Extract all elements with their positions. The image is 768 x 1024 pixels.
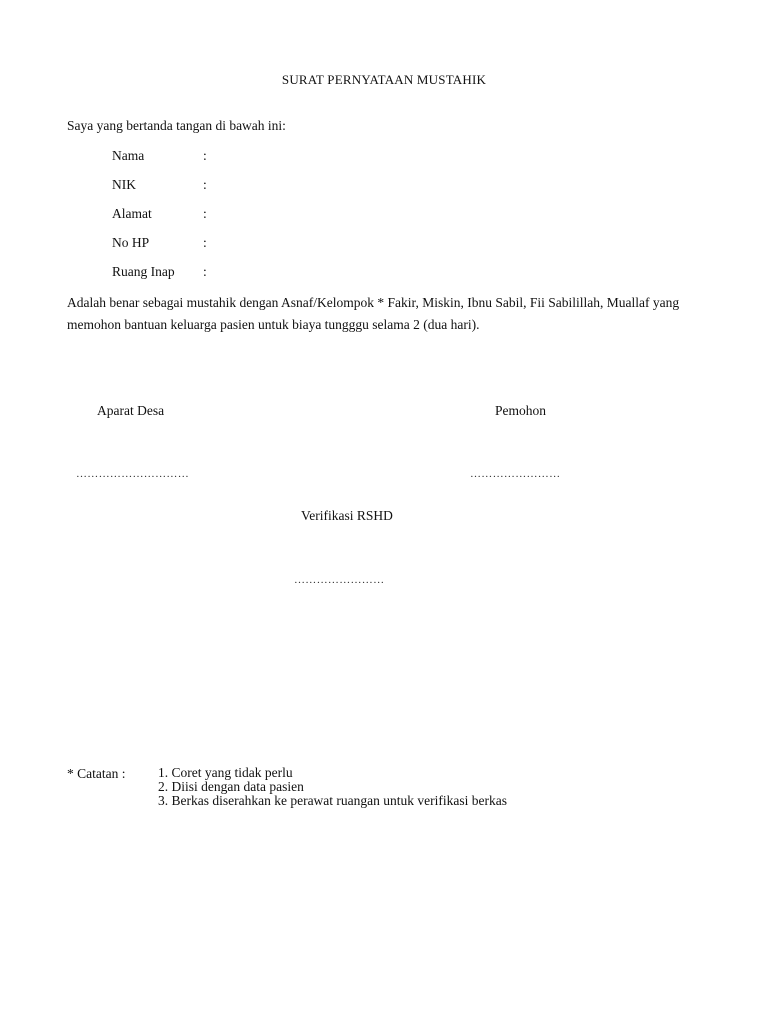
- field-colon-alamat: :: [203, 206, 207, 221]
- statement-paragraph: Adalah benar sebagai mustahik dengan Asnaf/Kelompok * Fakir, Miskin, Ibnu Sabil, Fii Sabilillah, Muallaf yang memohon bantuan keluarga pasien untuk biaya tungggu selama 2 (dua hari).: [67, 295, 680, 332]
- notes-list: [158, 766, 507, 808]
- signature-label-verifikasi-rshd: Verifikasi RSHD: [301, 508, 393, 523]
- field-colon-ruang-inap: :: [203, 264, 207, 279]
- signature-line-aparat-desa: …………………………: [76, 468, 189, 480]
- note-item: 3. Berkas diserahkan ke perawat ruangan untuk verifikasi berkas: [158, 793, 507, 808]
- field-label-no-hp: No HP: [112, 235, 150, 250]
- field-label-nik: NIK: [112, 177, 136, 192]
- field-colon-nik: :: [203, 177, 207, 192]
- field-colon-no-hp: :: [203, 235, 207, 250]
- signature-label-aparat-desa: Aparat Desa: [97, 403, 165, 418]
- note-item: 1. Coret yang tidak perlu: [158, 765, 293, 780]
- signature-line-verifikasi-rshd: ……………………: [294, 574, 385, 586]
- signature-label-pemohon: Pemohon: [495, 403, 547, 418]
- note-item: 2. Diisi dengan data pasien: [158, 779, 304, 794]
- document-title: SURAT PERNYATAAN MUSTAHIK: [281, 72, 487, 87]
- field-label-alamat: Alamat: [112, 206, 152, 221]
- field-colon-nama: :: [203, 148, 207, 163]
- field-label-ruang-inap: Ruang Inap: [112, 264, 175, 279]
- field-label-nama: Nama: [112, 148, 145, 163]
- signature-line-pemohon: ……………………: [470, 468, 561, 480]
- intro-text: Saya yang bertanda tangan di bawah ini:: [67, 118, 286, 133]
- notes-key: * Catatan :: [67, 766, 126, 781]
